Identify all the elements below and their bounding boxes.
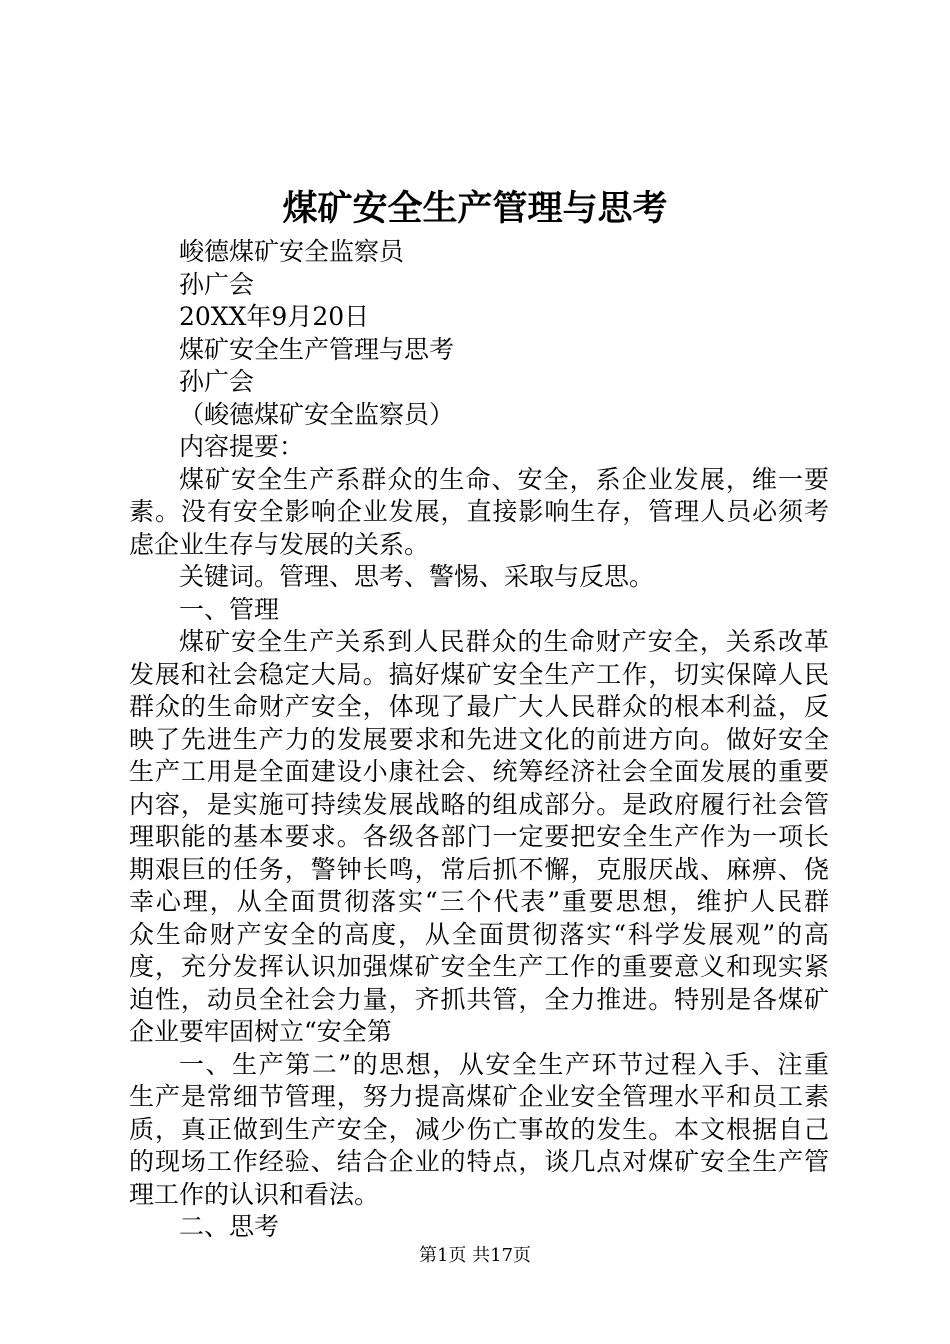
body-line: 发展和社会稳定大局。搞好煤矿安全生产工作，切实保障人民: [129, 659, 829, 689]
body-line: 幸心理，从全面贯彻落实“三个代表”重要思想，维护人民群: [129, 887, 829, 916]
body-line: 众生命财产安全的高度，从全面贯彻落实“科学发展观”的高: [129, 919, 829, 949]
document-title: 煤矿安全生产管理与思考: [282, 188, 668, 229]
body-line: 煤矿安全生产系群众的生命、安全，系企业发展，维一要: [179, 464, 829, 494]
body-line: 素。没有安全影响企业发展，直接影响生存，管理人员必须考: [129, 497, 829, 526]
body-line: 虑企业生存与发展的关系。: [129, 529, 430, 559]
body-line: 20XX年9月20日: [179, 302, 370, 331]
body-line: 一、生产第二”的思想，从安全生产环节过程入手、注重: [179, 1049, 829, 1079]
body-line: 企业要牢固树立“安全第: [129, 1017, 392, 1046]
body-line: 迫性，动员全社会力量，齐抓共管，全力推进。特别是各煤矿: [129, 984, 829, 1014]
body-line: 关键词。管理、思考、警惕、采取与反思。: [179, 562, 655, 591]
body-line: 的现场工作经验、结合企业的特点，谈几点对煤矿安全生产管: [129, 1147, 829, 1176]
body-line: 内容，是实施可持续发展战略的组成部分。是政府履行社会管: [129, 789, 829, 819]
body-line: 煤矿安全生产关系到人民群众的生命财产安全，关系改革: [179, 627, 829, 656]
body-line: 理工作的认识和看法。: [129, 1179, 380, 1209]
body-line: 期艰巨的任务，警钟长鸣，常后抓不懈，克服厌战、麻痹、侥: [129, 854, 829, 884]
body-line: 度，充分发挥认识加强煤矿安全生产工作的重要意义和现实紧: [129, 952, 829, 981]
body-line: 理职能的基本要求。各级各部门一定要把安全生产作为一项长: [129, 822, 829, 851]
body-line: 内容提要：: [179, 432, 305, 461]
body-line: 质，真正做到生产安全，减少伤亡事故的发生。本文根据自己: [129, 1114, 829, 1144]
body-line: 煤矿安全生产管理与思考: [179, 334, 455, 364]
body-line: 峻德煤矿安全监察员: [179, 237, 405, 266]
body-line: （峻德煤矿安全监察员）: [179, 399, 455, 429]
body-line: 孙广会: [179, 367, 255, 396]
body-line: 生产是常细节管理，努力提高煤矿企业安全管理水平和员工素: [129, 1082, 829, 1111]
body-line: 二、思考: [179, 1212, 280, 1241]
page-footer: 第1页 共17页: [418, 1245, 532, 1266]
document-body: [129, 236, 829, 1244]
body-line: 群众的生命财产安全，体现了最广大人民群众的根本利益，反: [129, 692, 829, 721]
body-line: 孙广会: [179, 269, 255, 299]
body-line: 映了先进生产力的发展要求和先进文化的前进方向。做好安全: [129, 724, 829, 754]
body-line: 一、管理: [179, 594, 280, 624]
body-line: 生产工用是全面建设小康社会、统筹经济社会全面发展的重要: [129, 757, 829, 786]
